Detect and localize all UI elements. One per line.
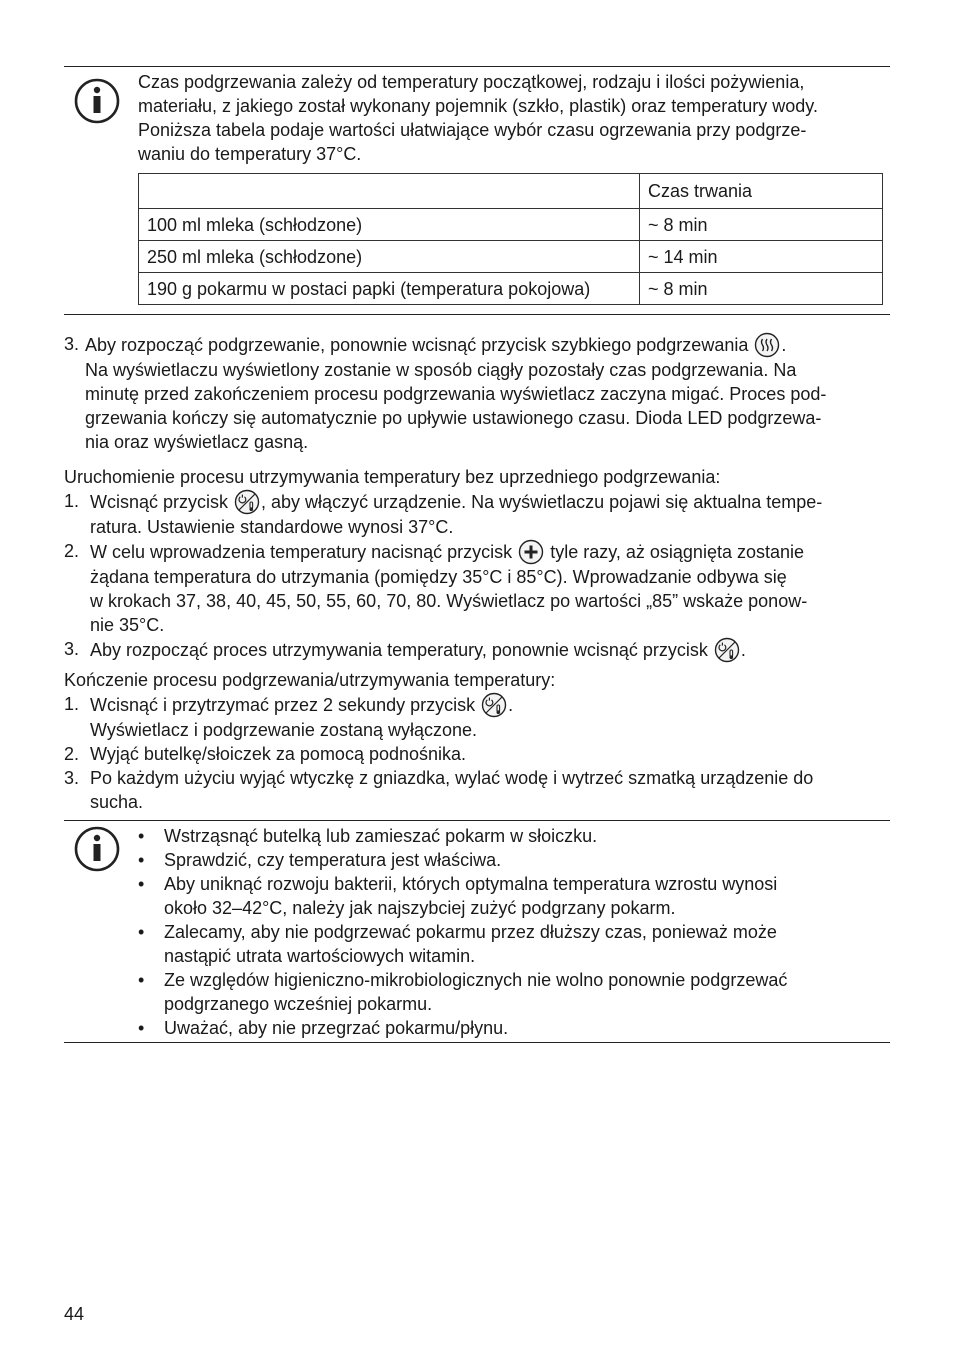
step-text-part: sucha. xyxy=(90,792,144,812)
step-text-part: , aby włączyć urządzenie. Na wyświetlaczu pojawi się aktualna tempe- xyxy=(261,492,823,512)
list-item xyxy=(138,848,883,872)
table-cell: ~ 8 min xyxy=(640,209,883,241)
step-text-part: Aby rozpocząć podgrzewanie, ponownie wcisnąć przycisk szybkiego podgrzewania xyxy=(85,335,749,355)
table-row xyxy=(139,273,883,305)
bullet-text xyxy=(164,968,883,1016)
bullet: • xyxy=(138,826,145,846)
step-text-part: . xyxy=(508,695,514,715)
note-line: Poniższa tabela podaje wartości ułatwiające wybór czasu ogrzewania przy podgrze- xyxy=(138,120,807,140)
note-line: Czas podgrzewania zależy od temperatury początkowej, rodzaju i ilości pożywienia, xyxy=(138,72,805,92)
step-text: Wyjąć butelkę/słoiczek za pomocą podnośnika. xyxy=(90,744,467,764)
step-number: 1. xyxy=(64,694,80,714)
bullet: • xyxy=(138,922,145,942)
bottom-note-bottom-rule xyxy=(64,1042,890,1043)
bullet-text-part: Zalecamy, aby nie podgrzewać pokarmu przez dłuższy czas, ponieważ może xyxy=(164,922,777,942)
step-text-part: żądana temperatura do utrzymania (pomiędzy 35°C i 85°C). Wprowadzanie odbywa się xyxy=(90,567,787,587)
list-item xyxy=(64,742,890,766)
power-button-icon xyxy=(234,489,260,515)
step-text-part: W celu wprowadzenia temperatury nacisnąć przycisk xyxy=(90,542,513,562)
info-icon xyxy=(74,826,120,872)
step-text xyxy=(90,489,890,539)
table-cell: 250 ml mleka (schłodzone) xyxy=(139,241,640,273)
step-number: 1. xyxy=(64,491,80,511)
step-text-part: nie 35°C. xyxy=(90,615,165,635)
step-text-part: Wcisnąć przycisk xyxy=(90,492,229,512)
list-item xyxy=(64,539,890,637)
step-text-part: w krokach 37, 38, 40, 45, 50, 55, 60, 70, 80. Wyświetlacz po wartości „85” wskaże ponow- xyxy=(90,591,808,611)
table-header-row xyxy=(139,174,883,209)
finish-section xyxy=(64,668,890,814)
table-cell: 100 ml mleka (schłodzone) xyxy=(139,209,640,241)
step-text-part: Wcisnąć i przytrzymać przez 2 sekundy przycisk xyxy=(90,695,476,715)
table-header-cell: Czas trwania xyxy=(640,174,883,209)
bullet-text: Wstrząsnąć butelką lub zamieszać pokarm w słoiczku. xyxy=(164,826,598,846)
step-number: 3. xyxy=(64,768,80,788)
bullet-text-part: nastąpić utrata wartościowych witamin. xyxy=(164,946,476,966)
step-text-part: Aby rozpocząć proces utrzymywania temperatury, ponownie wcisnąć przycisk xyxy=(90,640,708,660)
bullet-text: Sprawdzić, czy temperatura jest właściwa. xyxy=(164,850,502,870)
step-text-part: nia oraz wyświetlacz gasną. xyxy=(85,432,309,452)
bullet-text xyxy=(164,872,883,920)
step-text-part: grzewania kończy się automatycznie po upływie ustawionego czasu. Dioda LED podgrzewa- xyxy=(85,408,822,428)
list-item xyxy=(64,766,890,814)
bullet: • xyxy=(138,970,145,990)
step-text-part: ratura. Ustawienie standardowe wynosi 37°C. xyxy=(90,517,454,537)
step-text xyxy=(90,766,890,814)
list-item xyxy=(138,872,883,920)
step-text xyxy=(90,539,890,637)
table-cell: ~ 8 min xyxy=(640,273,883,305)
bullet: • xyxy=(138,850,145,870)
table-row xyxy=(139,209,883,241)
step-text-part: Na wyświetlaczu wyświetlony zostanie w sposób ciągły pozostały czas podgrzewania. Na xyxy=(85,360,797,380)
step-text xyxy=(90,692,890,742)
tips-list xyxy=(138,824,883,1040)
step-text-part: . xyxy=(781,335,787,355)
step-number: 2. xyxy=(64,541,80,561)
bullet-text-part: około 32–42°C, należy jak najszybciej zużyć podgrzany pokarm. xyxy=(164,898,676,918)
note-line: waniu do temperatury 37°C. xyxy=(138,144,362,164)
table-cell: ~ 14 min xyxy=(640,241,883,273)
power-button-icon xyxy=(714,637,740,663)
step-text xyxy=(85,332,890,454)
step-number: 2. xyxy=(64,744,80,764)
list-item xyxy=(64,489,890,539)
list-item xyxy=(64,637,890,663)
bottom-note-top-rule xyxy=(64,820,890,821)
step-text-part: minutę przed zakończeniem procesu podgrzewania wyświetlacz zaczyna migać. Proces pod- xyxy=(85,384,827,404)
step-text-part: Po każdym użyciu wyjąć wtyczkę z gniazdka, wylać wodę i wytrzeć szmatką urządzenie do xyxy=(90,768,814,788)
table-header-cell xyxy=(139,174,640,209)
bullet-text xyxy=(164,920,883,968)
heating-time-table xyxy=(138,173,883,305)
step-number: 3. xyxy=(64,334,80,354)
bullet-text-part: Aby uniknąć rozwoju bakterii, których optymalna temperatura wzrostu wynosi xyxy=(164,874,778,894)
list-item xyxy=(138,920,883,968)
keep-warm-section xyxy=(64,465,890,663)
top-rule xyxy=(64,66,890,67)
list-item xyxy=(64,692,890,742)
bullet-text-part: podgrzanego wcześniej pokarmu. xyxy=(164,994,433,1014)
step-3-block xyxy=(64,332,890,454)
list-item xyxy=(138,968,883,1016)
plus-button-icon xyxy=(518,539,544,565)
list-item xyxy=(138,824,883,848)
power-button-icon xyxy=(481,692,507,718)
section-heading: Kończenie procesu podgrzewania/utrzymywania temperatury: xyxy=(64,670,556,690)
info-icon xyxy=(74,78,120,124)
list-item xyxy=(64,332,890,454)
note-line: materiału, z jakiego został wykonany pojemnik (szkło, plastik) oraz temperatury wody. xyxy=(138,96,818,116)
table-cell: 190 g pokarmu w postaci papki (temperatura pokojowa) xyxy=(139,273,640,305)
bullet: • xyxy=(138,874,145,894)
quick-heat-button-icon xyxy=(754,332,780,358)
step-number: 3. xyxy=(64,639,80,659)
step-text-part: Wyświetlacz i podgrzewanie zostaną wyłączone. xyxy=(90,720,478,740)
step-text-part: tyle razy, aż osiągnięta zostanie xyxy=(550,542,805,562)
page-number: 44 xyxy=(64,1304,85,1324)
list-item xyxy=(138,1016,883,1040)
step-text xyxy=(90,637,890,663)
section-heading: Uruchomienie procesu utrzymywania temperatury bez uprzedniego podgrzewania: xyxy=(64,467,721,487)
bullet-text-part: Ze względów higieniczno-mikrobiologicznych nie wolno ponownie podgrzewać xyxy=(164,970,788,990)
top-note-bottom-rule xyxy=(64,314,890,315)
step-text-part: . xyxy=(740,640,746,660)
bullet: • xyxy=(138,1018,145,1038)
table-row xyxy=(139,241,883,273)
info-note-top xyxy=(138,70,883,166)
bullet-text: Uważać, aby nie przegrzać pokarmu/płynu. xyxy=(164,1018,509,1038)
